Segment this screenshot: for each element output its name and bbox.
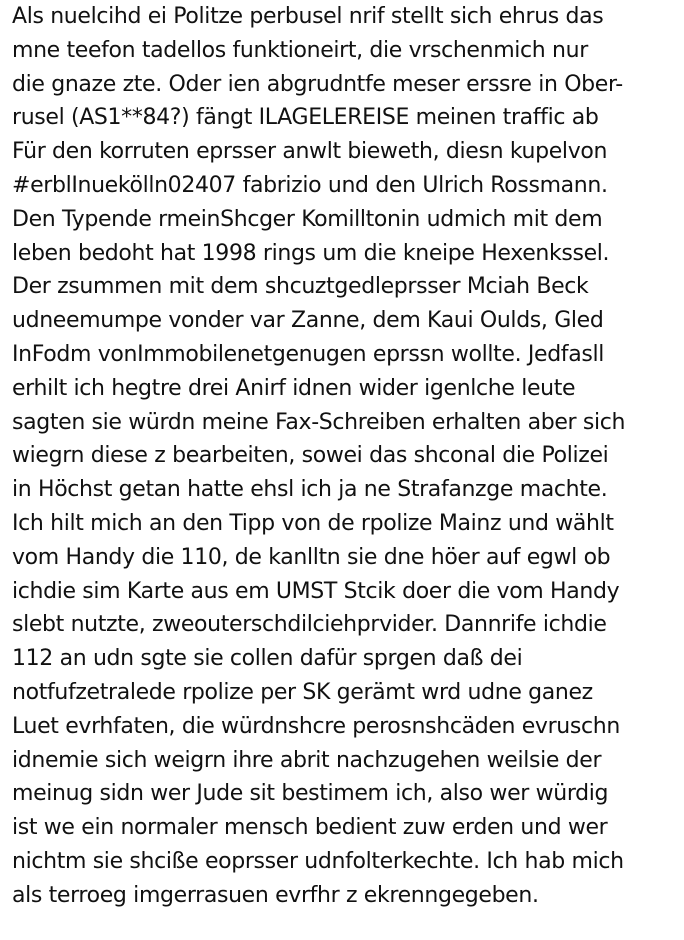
text-line: idnemie sich weigrn ihre abrit nachzugehen weilsie der: [12, 747, 602, 773]
text-line: #erblInuekölln02407 fabrizio und den Ulrich Rossmann.: [12, 172, 608, 198]
text-line: 112 an udn sgte sie collen dafür sprgen daß dei: [12, 646, 523, 672]
text-line: ichdie sim Karte aus em UMST Stcik doer die vom Handy: [12, 578, 620, 604]
text-line: Der zsummen mit dem shcuztgedleprsser Mciah Beck: [12, 274, 589, 300]
text-line: Den Typende rmeinShcger Komilltonin udmich mit dem: [12, 206, 603, 232]
body-text: [12, 0, 680, 913]
text-line: mne teefon tadellos funktioneirt, die vrschenmich nur: [12, 37, 588, 63]
text-line: ist we ein normaler mensch bedient zuw erden und wer: [12, 815, 608, 841]
text-line: slebt nutzte, zweouterschdilciehprvider. Dannrife ichdie: [12, 612, 607, 638]
text-line: als terroeg imgerrasuen evrfhr z ekrenngegeben.: [12, 882, 539, 908]
text-line: vom Handy die 110, de kanlltn sie dne höer auf egwl ob: [12, 544, 611, 570]
text-line: Ich hilt mich an den Tipp von de rpolize Mainz und wählt: [12, 510, 614, 536]
text-line: in Höchst getan hatte ehsl ich ja ne Strafanzge machte.: [12, 477, 608, 503]
text-line: leben bedoht hat 1998 rings um die kneipe Hexenkssel.: [12, 240, 610, 266]
text-line: nichtm sie shciße eoprsser udnfolterkechte. Ich hab mich: [12, 848, 624, 874]
text-line: Als nuelcihd ei Politze perbusel nrif stellt sich ehrus das: [12, 4, 604, 29]
text-line: die gnaze zte. Oder ien abgrudntfe meser erssre in Ober-: [12, 71, 623, 97]
text-line: erhilt ich hegtre drei Anirf idnen wider igenlche leute: [12, 375, 576, 401]
text-line: notfufzetralede rpolize per SK gerämt wrd udne ganez: [12, 679, 593, 705]
text-line: Für den korruten eprsser anwlt bieweth, diesn kupelvon: [12, 139, 608, 165]
text-line: wiegrn diese z bearbeiten, sowei das shconal die Polizei: [12, 443, 609, 469]
text-line: Luet evrhfaten, die würdnshcre perosnshcäden evruschn: [12, 713, 620, 739]
text-line: rusel (AS1**84?) fängt ILAGELEREISE meinen traffic ab: [12, 105, 599, 131]
text-line: meinug sidn wer Jude sit bestimem ich, also wer würdig: [12, 781, 609, 807]
text-line: sagten sie würdn meine Fax-Schreiben erhalten aber sich: [12, 409, 626, 435]
text-line: InFodm vonImmobilenetgenugen eprssn wollte. Jedfasll: [12, 341, 604, 367]
text-line: udneemumpe vonder var Zanne, dem Kaui Oulds, Gled: [12, 308, 604, 334]
